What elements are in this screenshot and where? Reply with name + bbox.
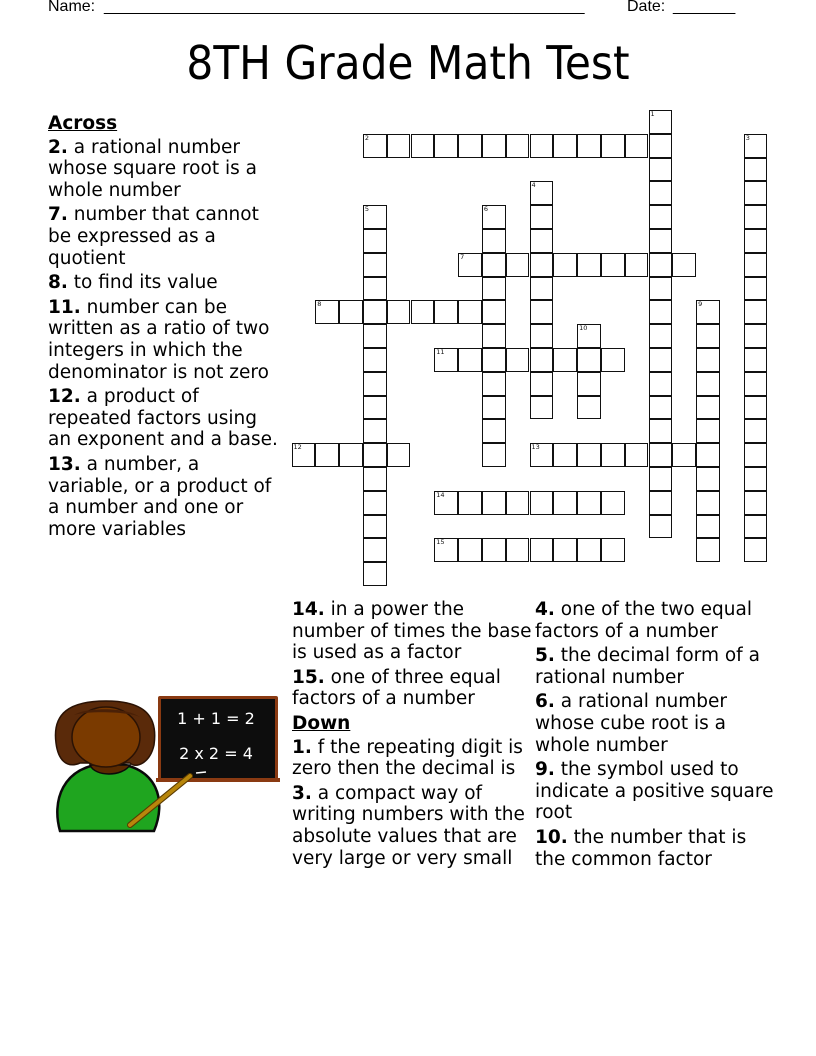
clue-down-5: 5. the decimal form of a rational number	[535, 645, 760, 688]
date-label: Date:	[627, 0, 666, 15]
clue-down-9: 9. the symbol used to indicate a positive square root	[535, 759, 774, 824]
grid-cell[interactable]	[601, 491, 625, 515]
grid-cell[interactable]	[363, 515, 387, 539]
grid-cell[interactable]	[553, 443, 577, 467]
grid-cell[interactable]	[744, 229, 768, 253]
grid-cell[interactable]	[482, 205, 506, 229]
clue-across-13: 13. a number, a variable, or a product of a number and one or more variables	[48, 453, 272, 540]
cell-number: 2	[364, 133, 370, 142]
grid-cell[interactable]	[649, 443, 673, 467]
clue-down-3: 3. a compact way of writing numbers with the absolute values that are very large or very small	[292, 782, 525, 869]
grid-cell[interactable]	[744, 134, 768, 158]
grid-cell[interactable]	[672, 253, 696, 277]
clue-down-6: 6. a rational number whose cube root is a whole number	[535, 691, 727, 756]
grid-cell[interactable]	[482, 419, 506, 443]
grid-cell[interactable]	[315, 300, 339, 324]
grid-cell[interactable]	[649, 515, 673, 539]
grid-cell[interactable]	[315, 443, 339, 467]
right-clues	[535, 599, 775, 873]
grid-cell[interactable]	[363, 443, 387, 467]
cell-number: 5	[364, 205, 370, 214]
clue-down-1: 1. f the repeating digit is zero then the decimal is	[292, 736, 523, 780]
grid-cell[interactable]	[744, 372, 768, 396]
grid-cell[interactable]	[601, 134, 625, 158]
grid-cell[interactable]	[744, 515, 768, 539]
grid-cell[interactable]	[530, 229, 554, 253]
grid-cell[interactable]	[649, 491, 673, 515]
grid-cell[interactable]	[744, 348, 768, 372]
grid-cell[interactable]	[506, 538, 530, 562]
cell-number: 1	[650, 110, 655, 118]
date-field[interactable]: _______	[673, 0, 736, 15]
grid-cell[interactable]	[530, 348, 554, 372]
grid-cell[interactable]	[577, 134, 601, 158]
grid-cell[interactable]	[387, 443, 411, 467]
grid-cell[interactable]	[601, 348, 625, 372]
grid-cell[interactable]	[577, 396, 601, 420]
grid-cell[interactable]	[387, 134, 411, 158]
grid-cell[interactable]	[434, 491, 458, 515]
grid-cell[interactable]	[649, 419, 673, 443]
grid-cell[interactable]	[696, 515, 720, 539]
grid-cell[interactable]	[744, 443, 768, 467]
grid-cell[interactable]	[553, 348, 577, 372]
clue-across-8: 8. to find its value	[48, 272, 218, 294]
grid-cell[interactable]	[577, 372, 601, 396]
grid-cell[interactable]	[530, 253, 554, 277]
grid-cell[interactable]	[506, 253, 530, 277]
grid-cell[interactable]	[482, 134, 506, 158]
grid-cell[interactable]	[363, 229, 387, 253]
grid-cell[interactable]	[482, 348, 506, 372]
grid-cell[interactable]	[649, 300, 673, 324]
grid-cell[interactable]	[649, 205, 673, 229]
grid-cell[interactable]	[458, 348, 482, 372]
name-label: Name:	[48, 0, 96, 15]
grid-cell[interactable]	[506, 134, 530, 158]
grid-cell[interactable]	[649, 229, 673, 253]
grid-cell[interactable]	[363, 253, 387, 277]
grid-cell[interactable]	[744, 300, 768, 324]
name-field[interactable]: ______________________________________________________	[104, 0, 585, 15]
grid-cell[interactable]	[601, 538, 625, 562]
grid-cell[interactable]	[506, 348, 530, 372]
grid-cell[interactable]	[601, 253, 625, 277]
grid-cell[interactable]	[530, 538, 554, 562]
grid-cell[interactable]	[363, 134, 387, 158]
grid-cell[interactable]	[363, 538, 387, 562]
grid-cell[interactable]	[458, 491, 482, 515]
grid-cell[interactable]	[649, 253, 673, 277]
middle-clues	[292, 599, 532, 872]
grid-cell[interactable]	[363, 562, 387, 586]
board-line-1: 1 + 1 = 2	[177, 709, 255, 728]
grid-cell[interactable]	[482, 277, 506, 301]
across-clues	[48, 113, 284, 543]
cell-number: 8	[317, 300, 322, 309]
grid-cell[interactable]	[577, 538, 601, 562]
grid-cell[interactable]	[649, 324, 673, 348]
cell-number: 13	[531, 443, 540, 452]
grid-cell[interactable]	[363, 491, 387, 515]
grid-cell[interactable]	[530, 396, 554, 420]
clue-down-4: 4. one of the two equal factors of a number	[535, 599, 752, 642]
grid-cell[interactable]	[339, 300, 363, 324]
grid-cell[interactable]	[696, 348, 720, 372]
grid-cell[interactable]	[744, 419, 768, 443]
clue-across-7: 7. number that cannot be expressed as a quotient	[48, 204, 259, 269]
grid-cell[interactable]	[553, 491, 577, 515]
grid-cell[interactable]	[434, 538, 458, 562]
cell-number: 6	[483, 205, 489, 214]
grid-cell[interactable]	[696, 396, 720, 420]
cell-number: 12	[293, 443, 302, 452]
down-heading: Down	[292, 712, 351, 734]
grid-cell[interactable]	[363, 372, 387, 396]
cell-number: 15	[436, 538, 445, 547]
grid-cell[interactable]	[744, 538, 768, 562]
grid-cell[interactable]	[530, 277, 554, 301]
grid-cell[interactable]	[530, 205, 554, 229]
grid-cell[interactable]	[649, 277, 673, 301]
cell-number: 10	[579, 324, 588, 333]
grid-cell[interactable]	[696, 372, 720, 396]
grid-cell[interactable]	[744, 277, 768, 301]
grid-cell[interactable]	[553, 538, 577, 562]
grid-cell[interactable]	[434, 348, 458, 372]
across-heading: Across	[48, 113, 118, 134]
grid-cell[interactable]	[458, 134, 482, 158]
clue-across-11: 11. number can be written as a ratio of two integers in which the denominator is not zero	[48, 296, 270, 383]
grid-cell[interactable]	[696, 443, 720, 467]
grid-cell[interactable]	[363, 467, 387, 491]
grid-cell[interactable]	[672, 443, 696, 467]
cell-number: 14	[436, 490, 445, 499]
grid-cell[interactable]	[744, 158, 768, 182]
grid-cell[interactable]	[744, 467, 768, 491]
grid-cell[interactable]	[434, 300, 458, 324]
grid-cell[interactable]	[696, 491, 720, 515]
grid-cell[interactable]	[696, 538, 720, 562]
cell-number: 3	[745, 133, 750, 142]
grid-cell[interactable]	[292, 443, 316, 467]
grid-cell[interactable]	[530, 372, 554, 396]
grid-cell[interactable]	[744, 205, 768, 229]
grid-cell[interactable]	[625, 253, 649, 277]
grid-cell[interactable]	[649, 348, 673, 372]
grid-cell[interactable]	[744, 181, 768, 205]
grid-cell[interactable]	[530, 324, 554, 348]
grid-cell[interactable]	[458, 300, 482, 324]
grid-cell[interactable]	[506, 491, 530, 515]
grid-cell[interactable]	[744, 396, 768, 420]
grid-cell[interactable]	[649, 396, 673, 420]
grid-cell[interactable]	[577, 491, 601, 515]
grid-cell[interactable]	[339, 443, 363, 467]
teacher-illustration	[50, 693, 282, 833]
teacher-chalkboard-icon	[50, 693, 282, 833]
grid-cell[interactable]	[363, 300, 387, 324]
grid-cell[interactable]	[696, 300, 720, 324]
clue-across-2: 2. a rational number whose square root is a whole number	[48, 136, 257, 201]
grid-cell[interactable]	[530, 134, 554, 158]
cell-number: 9	[698, 300, 703, 309]
cell-number: 11	[436, 348, 445, 356]
grid-cell[interactable]	[530, 181, 554, 205]
grid-cell[interactable]	[553, 253, 577, 277]
board-line-2: 2 x 2 = 4	[179, 744, 253, 763]
grid-cell[interactable]	[530, 300, 554, 324]
grid-cell[interactable]	[744, 491, 768, 515]
grid-cell[interactable]	[482, 229, 506, 253]
grid-cell[interactable]	[577, 253, 601, 277]
grid-cell[interactable]	[649, 181, 673, 205]
cell-number: 4	[531, 181, 536, 190]
grid-cell[interactable]	[625, 443, 649, 467]
grid-cell[interactable]	[411, 134, 435, 158]
grid-cell[interactable]	[649, 372, 673, 396]
grid-cell[interactable]	[696, 419, 720, 443]
grid-cell[interactable]	[387, 300, 411, 324]
grid-cell[interactable]	[458, 538, 482, 562]
clue-across-15: 15. one of three equal factors of a number	[292, 666, 501, 710]
grid-cell[interactable]	[649, 467, 673, 491]
grid-cell[interactable]	[482, 253, 506, 277]
grid-cell[interactable]	[363, 205, 387, 229]
grid-cell[interactable]	[363, 324, 387, 348]
grid-cell[interactable]	[744, 324, 768, 348]
grid-cell[interactable]	[530, 491, 554, 515]
face	[72, 707, 140, 767]
grid-cell[interactable]	[363, 419, 387, 443]
grid-cell[interactable]	[482, 443, 506, 467]
grid-cell[interactable]	[625, 134, 649, 158]
page-title: 8TH Grade Math Test	[186, 36, 630, 90]
grid-cell[interactable]	[744, 253, 768, 277]
clue-across-12: 12. a product of repeated factors using an exponent and a base.	[48, 386, 278, 451]
grid-cell[interactable]	[601, 443, 625, 467]
grid-cell[interactable]	[553, 134, 577, 158]
grid-cell[interactable]	[363, 396, 387, 420]
grid-cell[interactable]	[363, 277, 387, 301]
grid-cell[interactable]	[482, 396, 506, 420]
grid-cell[interactable]	[482, 491, 506, 515]
grid-cell[interactable]	[649, 134, 673, 158]
grid-cell[interactable]	[577, 348, 601, 372]
grid-cell[interactable]	[482, 324, 506, 348]
grid-cell[interactable]	[577, 443, 601, 467]
grid-cell[interactable]	[458, 253, 482, 277]
grid-cell[interactable]	[482, 300, 506, 324]
grid-cell[interactable]	[482, 538, 506, 562]
grid-cell[interactable]	[482, 372, 506, 396]
grid-cell[interactable]	[696, 324, 720, 348]
clue-across-14: 14. in a power the number of times the base is used as a factor	[292, 599, 532, 664]
grid-cell[interactable]	[363, 348, 387, 372]
cell-number: 7	[460, 252, 465, 261]
grid-cell[interactable]	[434, 134, 458, 158]
grid-cell[interactable]	[530, 443, 554, 467]
grid-cell[interactable]	[649, 110, 673, 134]
grid-cell[interactable]	[696, 467, 720, 491]
grid-cell[interactable]	[649, 158, 673, 182]
grid-cell[interactable]	[577, 324, 601, 348]
grid-cell[interactable]	[411, 300, 435, 324]
clue-down-10: 10. the number that is the common factor	[535, 826, 747, 870]
